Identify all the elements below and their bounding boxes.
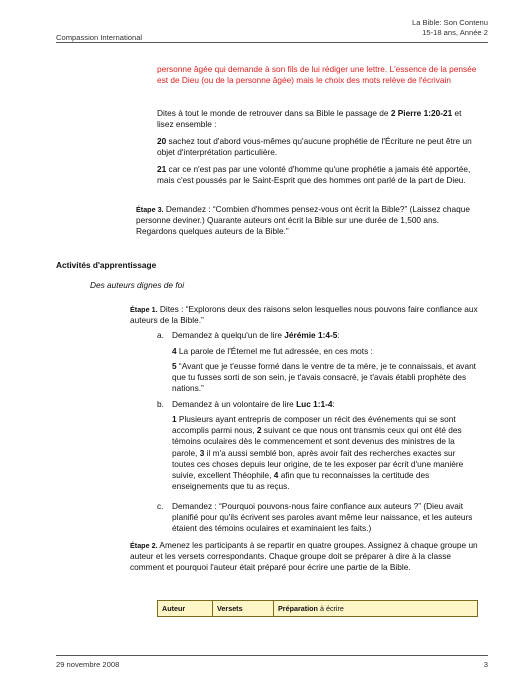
step-label: Étape 2. <box>130 541 158 550</box>
verse-text: suivant ce que nous ont transmis ceux qui ont été des témoins oculaires dès le commencement et sont devenus des ministres de la parole, <box>172 425 462 458</box>
item-c-letter: c. <box>157 501 164 511</box>
step-text: Amenez les participants à se repartir en quatre groupes. Assignez à chaque groupe un auteur et les versets correspondants. Chaque groupe doit se préparer à dire à la classe comment et pourquoi l'auteur était préparé pour écrire une partie de la Bible. <box>130 540 478 573</box>
verse-text: car ce n'est pas par une volonté d'homme qu'une prophétie a jamais été apportée, mais c'est poussés par le Saint-Esprit que des hommes ont parlé de la part de Dieu. <box>157 164 471 186</box>
intro-paragraph <box>157 108 479 130</box>
verse-text: “Avant que je t'eusse formé dans le ventre de ta mère, je te connaissais, et avant que tu fusses sorti de son sein, je t'avais consacré, je t'avais établi prophète des nations.” <box>172 361 476 394</box>
intro-text-end: et lisez ensemble : <box>157 108 462 130</box>
header-divider <box>56 42 488 43</box>
step-3 <box>136 204 480 238</box>
header-document-title <box>412 18 488 37</box>
verse-number: 2 <box>256 425 262 436</box>
verse-number: 21 <box>157 164 167 174</box>
verse-text: il m'a aussi semblé bon, après avoir fait des recherches exactes sur toutes ces choses depuis leur origine, de te les exposer par écrit d'une manière suivie, excellent Théophile, <box>172 447 464 481</box>
step-2 <box>130 540 480 574</box>
verse-number: 3 <box>199 447 205 458</box>
column-header-author: Auteur <box>158 601 213 617</box>
scripture-reference: Luc 1:1-4 <box>296 399 333 409</box>
verse-number: 20 <box>157 136 167 146</box>
verse-5 <box>172 361 480 395</box>
verse-20 <box>157 136 479 158</box>
item-a <box>172 330 480 341</box>
footer-date: 29 novembre 2008 <box>56 660 120 669</box>
column-header-rest: à écrire <box>317 604 344 613</box>
header-title-line1: La Bible: Son Contenu <box>412 18 488 27</box>
column-header-verses: Versets <box>213 601 274 617</box>
step-label: Étape 3. <box>136 205 164 214</box>
item-b-letter: b. <box>157 399 164 409</box>
verse-number: 1 <box>172 414 177 424</box>
header-organization: Compassion International <box>56 33 143 42</box>
verse-number: 5 <box>172 361 177 371</box>
step-text: Dites : “Explorons deux des raisons selon lesquelles nous pouvons faire confiance aux auteurs de la Bible.” <box>130 304 478 326</box>
scripture-reference: 2 Pierre 1:20-21 <box>390 108 453 118</box>
preparation-table <box>157 600 478 617</box>
page-number: 3 <box>483 660 488 669</box>
subsection-title: Des auteurs dignes de foi <box>90 280 185 290</box>
item-a-letter: a. <box>157 330 164 340</box>
item-text: Demandez à quelqu'un de lire <box>172 330 285 340</box>
section-title: Activités d'apprentissage <box>56 260 157 270</box>
footer-divider <box>56 655 488 656</box>
step-label: Étape 1. <box>130 305 158 314</box>
verse-text: afin que tu reconnaisses la certitude des enseignements que tu as reçus. <box>172 470 430 492</box>
scripture-reference: Jérémie 1:4-5 <box>284 330 338 340</box>
item-b <box>172 399 480 410</box>
column-header-preparation <box>274 601 478 617</box>
verse-4 <box>172 346 480 357</box>
verse-text: sachez tout d'abord vous-mêmes qu'aucune prophétie de l'Écriture ne peut être un objet d'interprétation particulière. <box>157 136 472 158</box>
luke-passage <box>172 414 480 492</box>
intro-text: Dites à tout le monde de retrouver dans sa Bible le passage de <box>157 108 391 118</box>
item-text-end: : <box>332 399 335 409</box>
verse-number: 4 <box>172 346 177 356</box>
step-text: Demandez : “Combien d'hommes pensez-vous ont écrit la Bible?” (Laissez chaque personne deviner.) Quarante auteurs ont écrit la Bible sur une durée de 1,500 ans. Regardons quelques auteurs de la Bible.” <box>136 204 470 237</box>
note-paragraph: personne âgée qui demande à son fils de lui rédiger une lettre. L'essence de la pensée est de Dieu (ou de la personne âgée) mais le choix des mots relève de l'écrivain <box>157 64 477 86</box>
table-header-row <box>158 601 478 617</box>
verse-number: 4 <box>273 470 279 481</box>
verse-text: La parole de l'Éternel me fut adressée, en ces mots : <box>176 346 373 356</box>
verse-text: Plusieurs ayant entrepris de composer un récit des événements qui se sont accomplis parmi nous, <box>172 414 456 436</box>
item-c: Demandez : “Pourquoi pouvons-nous faire confiance aux auteurs ?” (Dieu avait planifié pour qu'ils écrivent ses paroles avant même leur naissance, et les auteurs étaient des témoins oculaires et examinaient les faits.) <box>172 501 473 534</box>
header-title-line2: 15-18 ans, Année 2 <box>422 27 488 37</box>
column-header-bold: Préparation <box>278 604 318 613</box>
item-text: Demandez à un volontaire de lire <box>172 399 297 409</box>
step-1 <box>130 304 480 326</box>
item-text-end: : <box>337 330 340 340</box>
verse-21 <box>157 164 479 186</box>
